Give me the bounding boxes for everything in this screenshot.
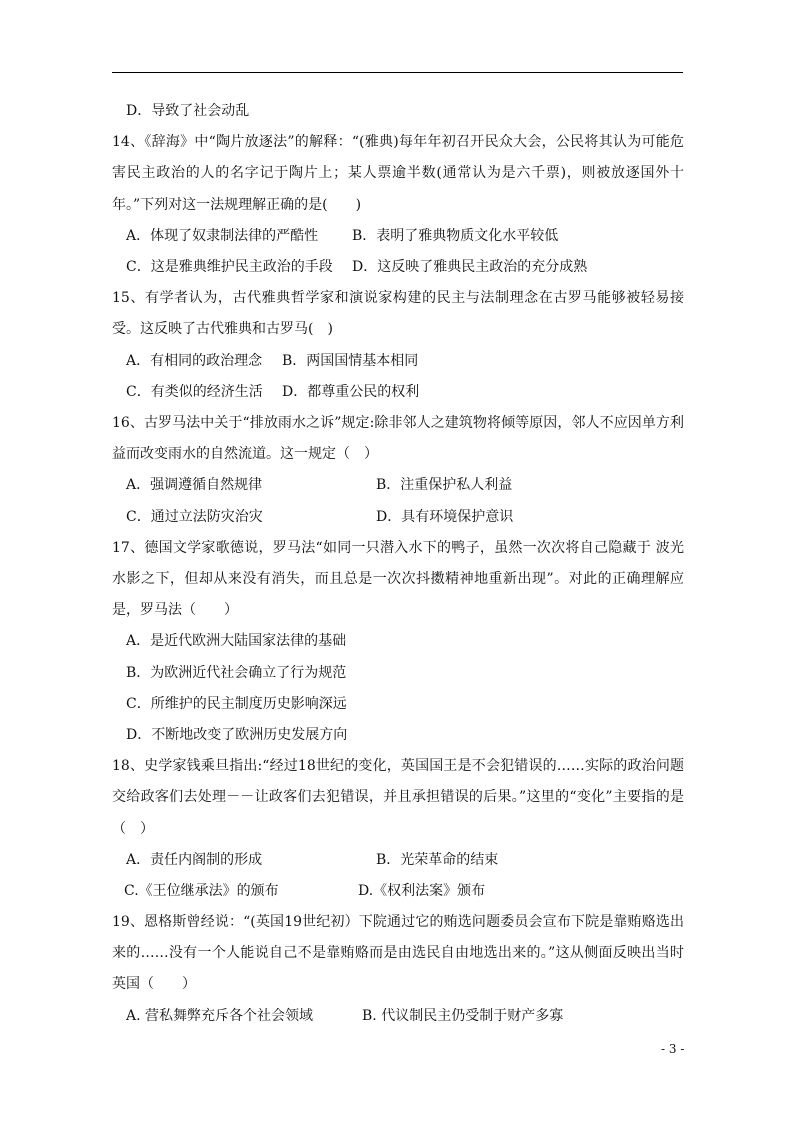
page-content [112, 96, 684, 1032]
question-15-option-d: D．都尊重公民的权利 [282, 383, 420, 400]
question-14-stem: 14、《辞海》中“陶片放逐法”的解释：“(雅典)每年年初召开民众大会，公民将其认为可能危害民主政治的人的名字记于陶片上；某人票逾半数(通常认为是六千票)，则被放逐国外十年。”下列对这一法规理解正确的是( ) [112, 134, 684, 213]
question-16-option-b: B．注重保护私人利益 [376, 477, 513, 494]
question-14-option-b: B．表明了雅典物质文化水平较低 [352, 227, 559, 244]
question-16-stem: 16、古罗马法中关于“排放雨水之诉”规定:除非邻人之建筑物将倾等原因，邻人不应因单方利益而改变雨水的自然流道。这一规定（ ） [112, 414, 684, 463]
question-15-options-row-1 [112, 346, 684, 377]
page-number: - 3 - [661, 1042, 685, 1056]
question-14-option-c: C．这是雅典维护民主政治的手段 [126, 258, 333, 275]
question-19-option-a: A. 营私舞弊充斥各个社会领域 [126, 1007, 314, 1024]
question-18-options-row-1 [112, 845, 684, 876]
question-18-option-c: C.《王位继承法》的颁布 [124, 882, 279, 899]
question-17-option-d: D．不断地改变了欧洲历史发展方向 [126, 726, 348, 743]
question-18-stem: 18、史学家钱乘旦指出:“经过18世纪的变化，英国国王是不会犯错误的……实际的政治问题交给政客们去处理－－让政客们去犯错误，并且承担错误的后果。”这里的“变化”主要指的是（ ） [112, 758, 684, 837]
header-rule [112, 72, 683, 73]
question-14-options-row-1 [112, 221, 684, 252]
question-14-option-d: D．这反映了雅典民主政治的充分成熟 [352, 258, 588, 275]
question-14-option-a: A．体现了奴隶制法律的严酷性 [126, 227, 319, 244]
question-17-option-c: C．所维护的民主制度历史影响深远 [126, 695, 347, 712]
question-17-option-b: B．为欧洲近代社会确立了行为规范 [126, 664, 347, 681]
question-18-option-b: B．光荣革命的结束 [376, 851, 499, 868]
question-19-option-b: B. 代议制民主仍受制于财产多寡 [362, 1007, 564, 1024]
question-16-option-a: A．强调遵循自然规律 [126, 477, 263, 494]
question-14-options-row-2 [112, 252, 684, 283]
question-15-option-b: B．两国国情基本相同 [282, 352, 419, 369]
question-18-option-d: D.《权利法案》颁布 [358, 882, 486, 899]
question-16-options-row-2 [112, 502, 684, 533]
question-16-option-c: C．通过立法防灾治灾 [126, 508, 263, 525]
question-15-options-row-2 [112, 377, 684, 408]
question-19-stem: 19、恩格斯曾经说：“(英国19世纪初）下院通过它的贿选问题委员会宣布下院是靠贿赂选出来的……没有一个人能说自己不是靠贿赂而是由选民自由地选出来的。”这从侧面反映出当时英国（ ） [112, 914, 684, 993]
question-18-options-row-2 [112, 876, 684, 907]
leading-option: D．导致了社会动乱 [126, 103, 250, 119]
question-17-option-a: A．是近代欧洲大陆国家法律的基础 [126, 633, 347, 650]
question-15-option-a: A．有相同的政治理念 [126, 352, 263, 369]
question-19-options-row-1 [112, 1001, 684, 1032]
question-16-options-row-1 [112, 470, 684, 501]
question-16-option-d: D．具有环境保护意识 [376, 508, 514, 525]
question-15-option-c: C．有类似的经济生活 [126, 383, 263, 400]
question-17-stem: 17、德国文学家歌德说，罗马法“如同一只潜入水下的鸭子，虽然一次次将自己隐藏于 波光水影之下，但却从来没有消失，而且总是一次次抖擞精神地重新出现”。对此的正确理解应是，罗马法（ ） [112, 539, 684, 619]
question-15-stem: 15、有学者认为，古代雅典哲学家和演说家构建的民主与法制理念在古罗马能够被轻易接受。这反映了古代雅典和古罗马( ) [112, 290, 684, 338]
question-18-option-a: A．责任内阁制的形成 [126, 851, 263, 868]
